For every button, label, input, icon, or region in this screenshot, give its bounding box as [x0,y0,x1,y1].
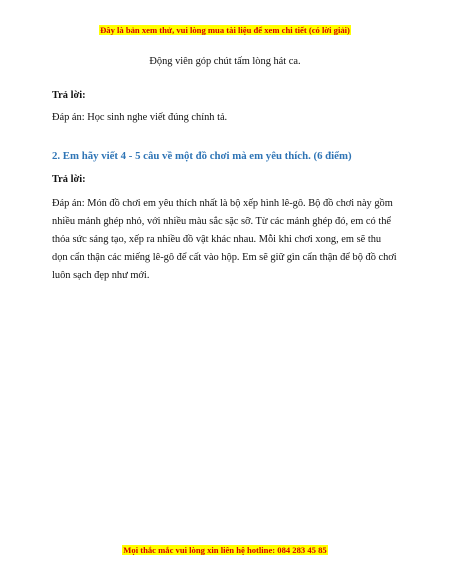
answer-2-line: luôn sạch đẹp như mới. [52,270,150,281]
answer-2-line: dọn cẩn thận các miếng lê-gô để cất vào hộp. Em sẽ giữ gìn cẩn thận để bộ đồ chơi [52,252,397,263]
preview-notice-banner [0,25,450,36]
answer-2-line: nhiều mảnh ghép nhỏ, với nhiều màu sắc sặc sỡ. Từ các mảnh ghép đó, em có thể [52,216,392,227]
answer-2-line: thỏa sức sáng tạo, xếp ra nhiều đồ vật khác nhau. Mỗi khi chơi xong, em sẽ thu [52,234,382,245]
hotline-text: Mọi thắc mắc vui lòng xin liên hệ hotline: 084 283 45 85 [123,545,327,555]
poem-line: Động viên góp chút tấm lòng hát ca. [149,56,301,67]
answer-2-line: Đáp án: Món đồ chơi em yêu thích nhất là bộ xếp hình lê-gô. Bộ đồ chơi này gồm [52,198,393,209]
answer-2 [52,195,398,285]
answer-label-2: Trả lời: [52,174,86,185]
hotline-banner [0,545,450,556]
preview-notice-text: Đây là bản xem thử, vui lòng mua tài liệu để xem chi tiết (có lời giải) [100,25,350,35]
document-body [52,53,398,285]
question-2-title: 2. Em hãy viết 4 - 5 câu về một đồ chơi mà em yêu thích. (6 điểm) [52,150,352,162]
answer-label-1: Trả lời: [52,90,86,101]
answer-1: Đáp án: Học sinh nghe viết đúng chính tả. [52,112,228,123]
